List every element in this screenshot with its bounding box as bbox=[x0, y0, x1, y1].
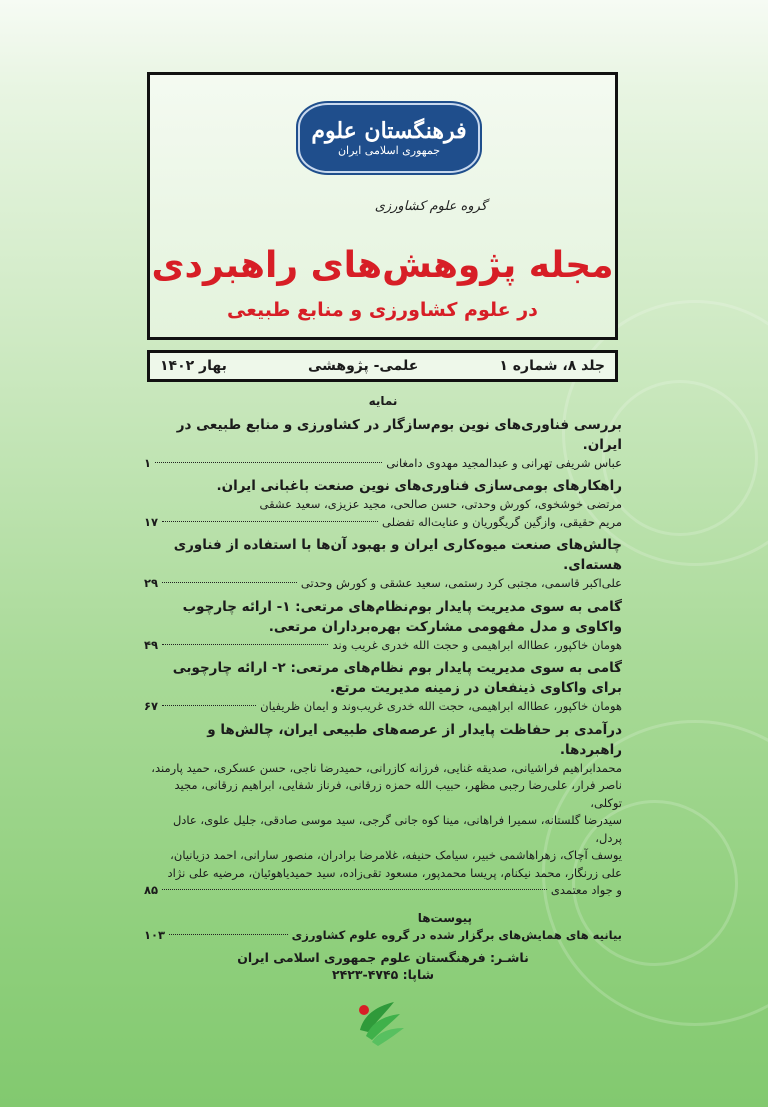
article-authors: علی زرنگار، محمد نیکنام، پریسا محمدپور، مسعود تقی‌زاده، سید حمیدیاهوئیان، مرضیه علی نژاد bbox=[167, 865, 622, 880]
article-title[interactable]: گامی به سوی مدیریت پایدار بوم‌نظام‌های مرتعی: ۱- ارائه چارچوب واکاوی و مدل مفهومی مشارکت بهره‌برداران مرتعی. bbox=[182, 598, 622, 635]
article-title[interactable]: راهکارهای بومی‌سازی فناوری‌های نوین صنعت باغبانی ایران. bbox=[216, 478, 622, 494]
toc-entry bbox=[144, 535, 622, 593]
author-line bbox=[144, 575, 622, 593]
article-title[interactable]: گامی به سوی مدیریت پایدار بوم نظام‌های مرتعی: ۲- ارائه چارچوبی برای واکاوی ذینفعان در زمینه مدیریت مرتع. bbox=[172, 660, 622, 696]
journal-subtitle: در علوم کشاورزی و منابع طبیعی bbox=[227, 299, 538, 321]
issue-season: بهار ۱۴۰۲ bbox=[160, 358, 227, 374]
decorative-swirl bbox=[602, 380, 758, 536]
appendix-item[interactable]: بیانیه های همایش‌های برگزار شده در گروه علوم کشاورزی bbox=[291, 928, 622, 942]
author-line bbox=[144, 698, 622, 716]
page-number: ۸۵ bbox=[144, 883, 159, 897]
dot-leader bbox=[162, 889, 547, 890]
page-number: ۱۷ bbox=[144, 514, 159, 529]
table-of-contents bbox=[144, 393, 622, 984]
page-number: ۶۷ bbox=[144, 699, 159, 713]
page-number: ۴۹ bbox=[144, 637, 159, 652]
article-authors: هومان خاکپور، عطااله ابراهیمی، حجت الله خدری غریب‌وند و ایمان ظریفیان bbox=[260, 699, 622, 713]
article-authors: یوسف آچاک، زهراهاشمی خبیر، سیامک حنیفه، غلامرضا برادران، منصور سارانی، احمد دزیانیان، bbox=[170, 848, 622, 862]
author-line bbox=[144, 882, 622, 900]
volume-issue: جلد ۸، شماره ۱ bbox=[499, 358, 605, 374]
journal-header bbox=[147, 72, 618, 340]
article-authors: محمدابراهیم فراشیانی، صدیقه غنایی، فرزانه کازرانی، حمیدرضا ناجی، حسن عسکری، حمید پارمند، bbox=[151, 760, 622, 775]
appendix-line bbox=[144, 927, 622, 945]
logo-title: فرهنگستان علوم bbox=[311, 118, 467, 144]
article-authors: هومان خاکپور، عطااله ابراهیمی و حجت الله خدری غریب وند bbox=[332, 637, 622, 652]
page-number: ۱۰۳ bbox=[144, 928, 166, 942]
article-authors: و جواد معتمدی bbox=[550, 883, 622, 897]
appendix-heading: پیوست‌ها bbox=[417, 910, 472, 925]
dot-leader bbox=[162, 705, 256, 706]
author-line bbox=[144, 637, 622, 655]
toc-entry bbox=[144, 476, 622, 531]
article-title[interactable]: درآمدی بر حفاظت پایدار از عرصه‌های طبیعی ایران، چالش‌ها و راهبردها. bbox=[207, 721, 622, 758]
toc-entry bbox=[144, 597, 622, 655]
dot-leader bbox=[162, 582, 297, 583]
article-title[interactable]: بررسی فناوری‌های نوین بوم‌سازگار در کشاورزی و منابع طبیعی در ایران. bbox=[176, 416, 622, 453]
issn: شاپا: ۴۷۴۵-۲۴۲۳ bbox=[332, 967, 434, 982]
article-authors: سیدرضا گلستانه، سمیرا فراهانی، مینا کوه جانی گرجی، سید موسی صادقی، جلیل علوی، عادل پردل، bbox=[172, 813, 622, 845]
article-title[interactable]: چالش‌های صنعت میوه‌کاری ایران و بهبود آن‌ها با استفاده از فناوری هسته‌ای. bbox=[173, 537, 622, 573]
leaf-hand-logo bbox=[350, 990, 410, 1050]
article-authors: مرتضی خوشخوی، کورش وحدتی، حسن صالحی، مجید عزیزی، سعید عشقی bbox=[259, 497, 622, 511]
logo-subtitle: جمهوری اسلامی ایران bbox=[337, 144, 441, 157]
author-line bbox=[144, 455, 622, 473]
page-number: ۱ bbox=[144, 455, 152, 470]
dot-leader bbox=[162, 644, 328, 645]
article-authors: مریم حقیقی، وازگین گریگوریان و عنایت‌اله تفضلی bbox=[382, 514, 622, 529]
publisher: ناشـر: فرهنگستان علوم جمهوری اسلامی ایران bbox=[237, 949, 529, 965]
article-authors: عباس شریفی تهرانی و عبدالمجید مهدوی دامغانی bbox=[386, 455, 622, 470]
group-label: گروه علوم کشاورزی bbox=[374, 199, 487, 214]
issue-info-bar bbox=[147, 350, 618, 382]
toc-entry bbox=[144, 658, 622, 716]
dot-leader bbox=[169, 934, 288, 935]
academy-logo bbox=[298, 103, 480, 173]
page-number: ۲۹ bbox=[144, 576, 159, 590]
article-authors: علی‌اکبر قاسمی، مجتبی کرد رستمی، سعید عشقی و کورش وحدتی bbox=[300, 576, 622, 590]
dot-leader bbox=[162, 521, 378, 522]
article-authors: ناصر فرار، علی‌رضا رجبی مظهر، حبیب الله حمزه زرقانی، فرناز شفایی، ابراهیم زرقانی، مجید توکلی، bbox=[174, 778, 622, 810]
journal-title: مجله پژوهش‌های راهبردی bbox=[151, 245, 614, 286]
dot-leader bbox=[155, 462, 382, 463]
journal-type: علمی- پژوهشی bbox=[307, 358, 419, 374]
toc-entry bbox=[144, 720, 622, 900]
toc-entry bbox=[144, 415, 622, 473]
toc-heading: نمایه bbox=[368, 394, 398, 408]
author-line bbox=[144, 514, 622, 532]
